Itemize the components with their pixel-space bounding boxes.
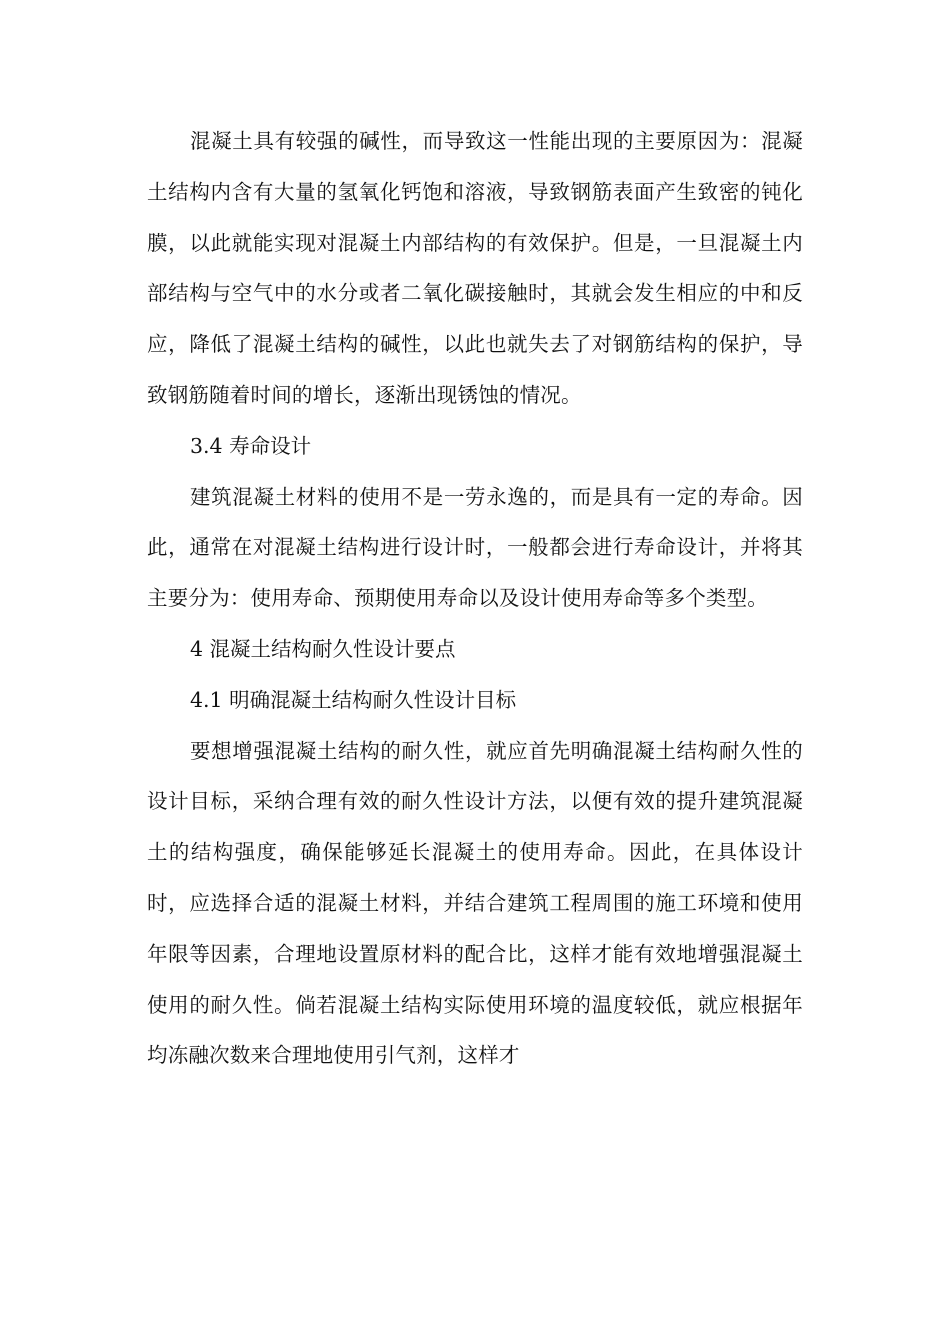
paragraph-durability-design-goal: 要想增强混凝土结构的耐久性，就应首先明确混凝土结构耐久性的设计目标，采纳合理有效的耐久性设计方法，以便有效的提升建筑混凝土的结构强度，确保能够延长混凝土的使用寿命。因此，在具体设计时，应选择合适的混凝土材料，并结合建筑工程周围的施工环境和使用年限等因素，合理地设置原材料的配合比，这样才能有效地增强混凝土使用的耐久性。倘若混凝土结构实际使用环境的温度较低，就应根据年均冻融次数来合理地使用引气剂，这样才 bbox=[147, 738, 803, 1068]
paragraph-concrete-alkalinity: 混凝土具有较强的碱性，而导致这一性能出现的主要原因为：混凝土结构内含有大量的氢氧化钙饱和溶液，导致钢筋表面产生致密的钝化膜，以此就能实现对混凝土内部结构的有效保护。但是，一旦混凝土内部结构与空气中的水分或者二氧化碳接触时，其就会发生相应的中和反应，降低了混凝土结构的碱性，以此也就失去了对钢筋结构的保护，导致钢筋随着时间的增长，逐渐出现锈蚀的情况。 bbox=[147, 129, 803, 407]
section-heading-4: 4 混凝土结构耐久性设计要点 bbox=[190, 636, 456, 661]
document-body bbox=[147, 116, 803, 1081]
paragraph-service-life-design: 建筑混凝土材料的使用不是一劳永逸的，而是具有一定的寿命。因此，通常在对混凝土结构进行设计时，一般都会进行寿命设计，并将其主要分为：使用寿命、预期使用寿命以及设计使用寿命等多个类型。 bbox=[147, 484, 803, 611]
section-heading-3-4: 3.4 寿命设计 bbox=[190, 433, 312, 458]
section-heading-4-1: 4.1 明确混凝土结构耐久性设计目标 bbox=[190, 687, 517, 712]
